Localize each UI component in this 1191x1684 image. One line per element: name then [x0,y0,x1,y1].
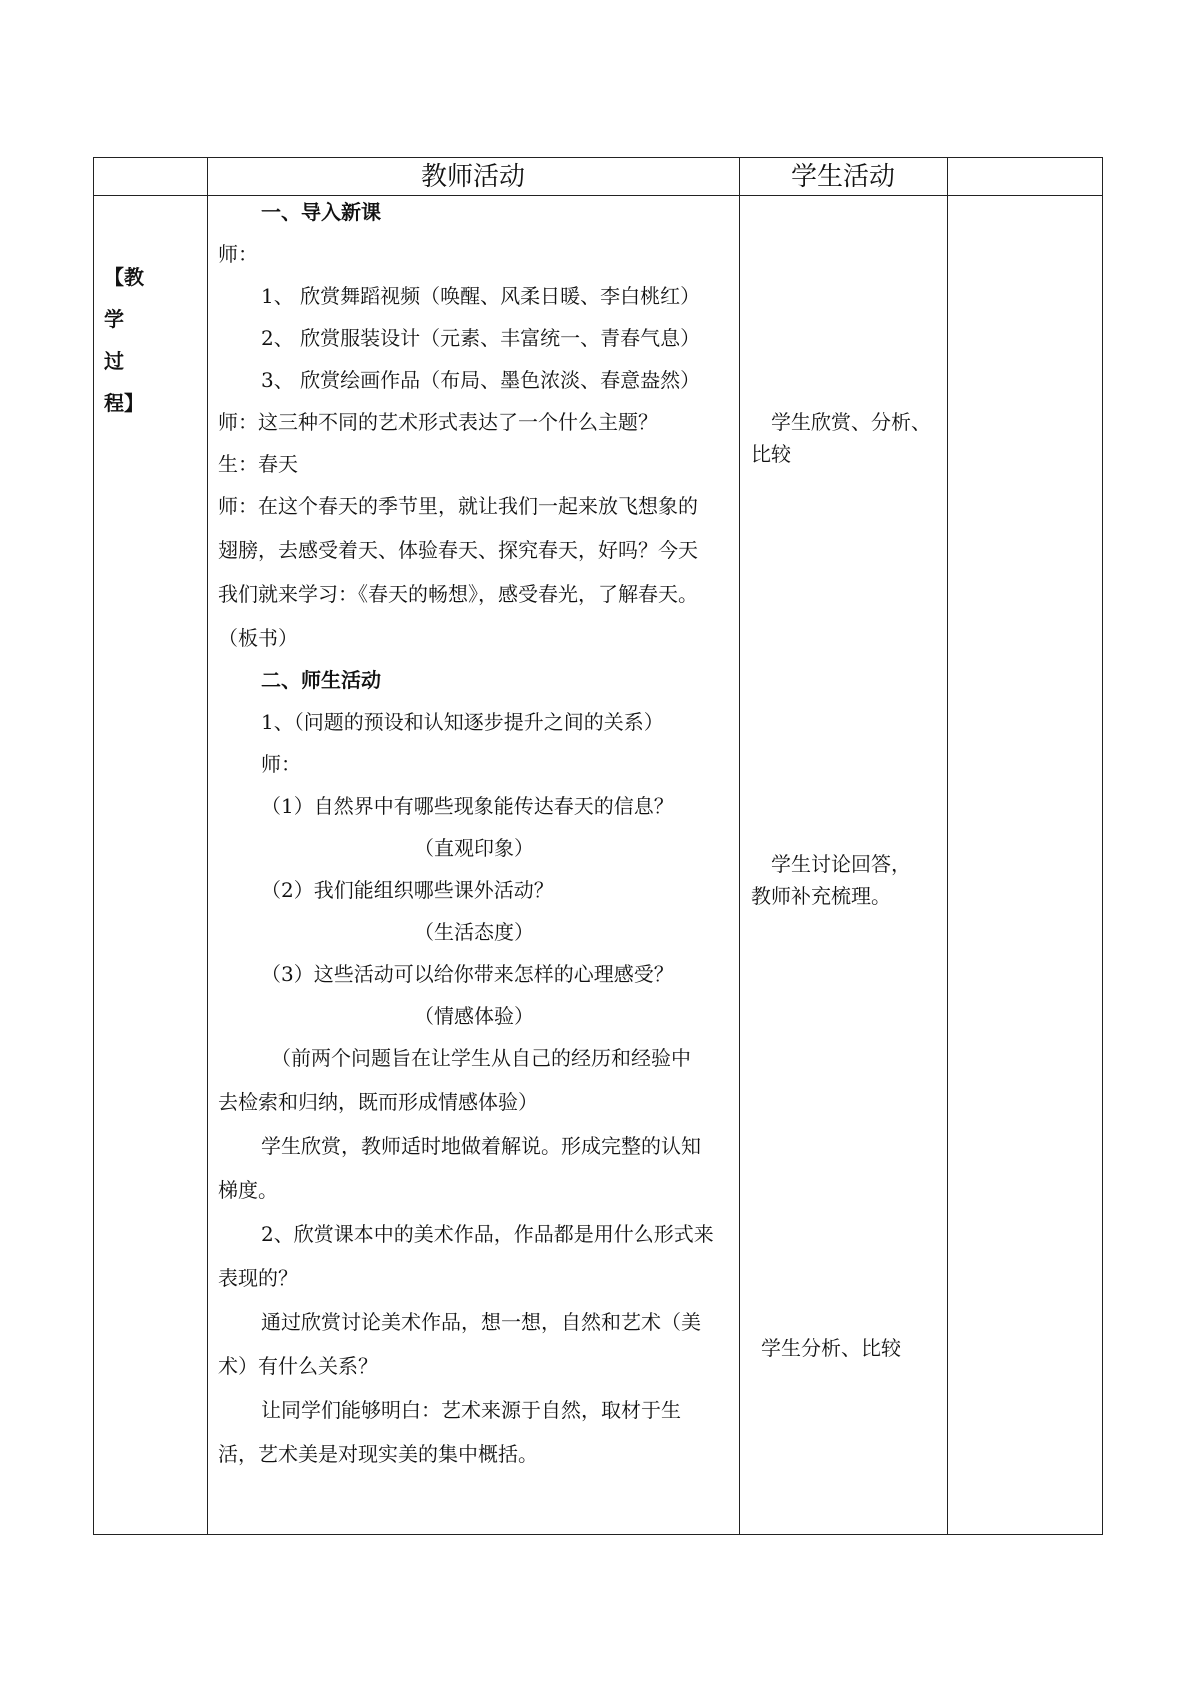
teacher-line: （板书） [218,626,298,650]
teacher-line: 师： [261,752,301,776]
lesson-plan-table [93,157,1103,1535]
row-label-line: 【教 [104,265,144,289]
teacher-line: 术）有什么关系？ [218,1354,378,1378]
teacher-line: 翅膀，去感受着天、体验春天、探究春天，好吗？今天 [218,538,698,562]
teacher-line: 1、（问题的预设和认知逐步提升之间的关系） [261,710,664,734]
teacher-line: 1、 欣赏舞蹈视频（唤醒、风柔日暖、李白桃红） [261,284,701,308]
teacher-line: 活，艺术美是对现实美的集中概括。 [218,1442,538,1466]
teacher-line: （直观印象） [414,836,534,860]
section-heading: 一、导入新课 [261,200,381,224]
teacher-activity-header: 教师活动 [420,162,525,192]
teacher-line: （3）这些活动可以给你带来怎样的心理感受？ [261,962,674,986]
student-line: 学生欣赏、分析、 [771,410,931,434]
teacher-line: 生：春天 [218,452,298,476]
teacher-line: 师：这三种不同的艺术形式表达了一个什么主题？ [218,410,658,434]
teacher-line: 通过欣赏讨论美术作品，想一想，自然和艺术（美 [261,1310,701,1334]
student-line: 教师补充梳理。 [751,884,891,908]
column-divider [207,158,208,1534]
teacher-line: 3、 欣赏绘画作品（布局、墨色浓淡、春意盎然） [261,368,701,392]
student-line: 比较 [751,442,791,466]
teacher-line: 2、 欣赏服装设计（元素、丰富统一、青春气息） [261,326,701,350]
teacher-line: 2、欣赏课本中的美术作品，作品都是用什么形式来 [261,1222,714,1246]
teacher-line: 让同学们能够明白：艺术来源于自然，取材于生 [261,1398,681,1422]
teacher-line: （前两个问题旨在让学生从自己的经历和经验中 [271,1046,691,1070]
student-line: 学生分析、比较 [761,1336,901,1360]
teacher-line: 梯度。 [218,1178,278,1202]
teacher-line: 师：在这个春天的季节里，就让我们一起来放飞想象的 [218,494,698,518]
student-line: 学生讨论回答， [771,852,911,876]
teacher-line: 去检索和归纳，既而形成情感体验） [218,1090,538,1114]
teacher-line: 师： [218,242,258,266]
row-label-line: 过 [104,349,124,373]
teacher-line: （2）我们能组织哪些课外活动？ [261,878,554,902]
student-activity-header: 学生活动 [790,162,895,192]
section-heading: 二、师生活动 [261,668,381,692]
row-label-line: 程】 [104,391,144,415]
teacher-line: 学生欣赏，教师适时地做着解说。形成完整的认知 [261,1134,701,1158]
teacher-line: （生活态度） [414,920,534,944]
teacher-line: （1）自然界中有哪些现象能传达春天的信息？ [261,794,674,818]
column-divider [739,158,740,1534]
teacher-line: 表现的？ [218,1266,298,1290]
column-divider [947,158,948,1534]
teacher-line: （情感体验） [414,1004,534,1028]
teacher-line: 我们就来学习：《春天的畅想》，感受春光，了解春天。 [218,582,698,606]
row-label-line: 学 [104,307,124,331]
